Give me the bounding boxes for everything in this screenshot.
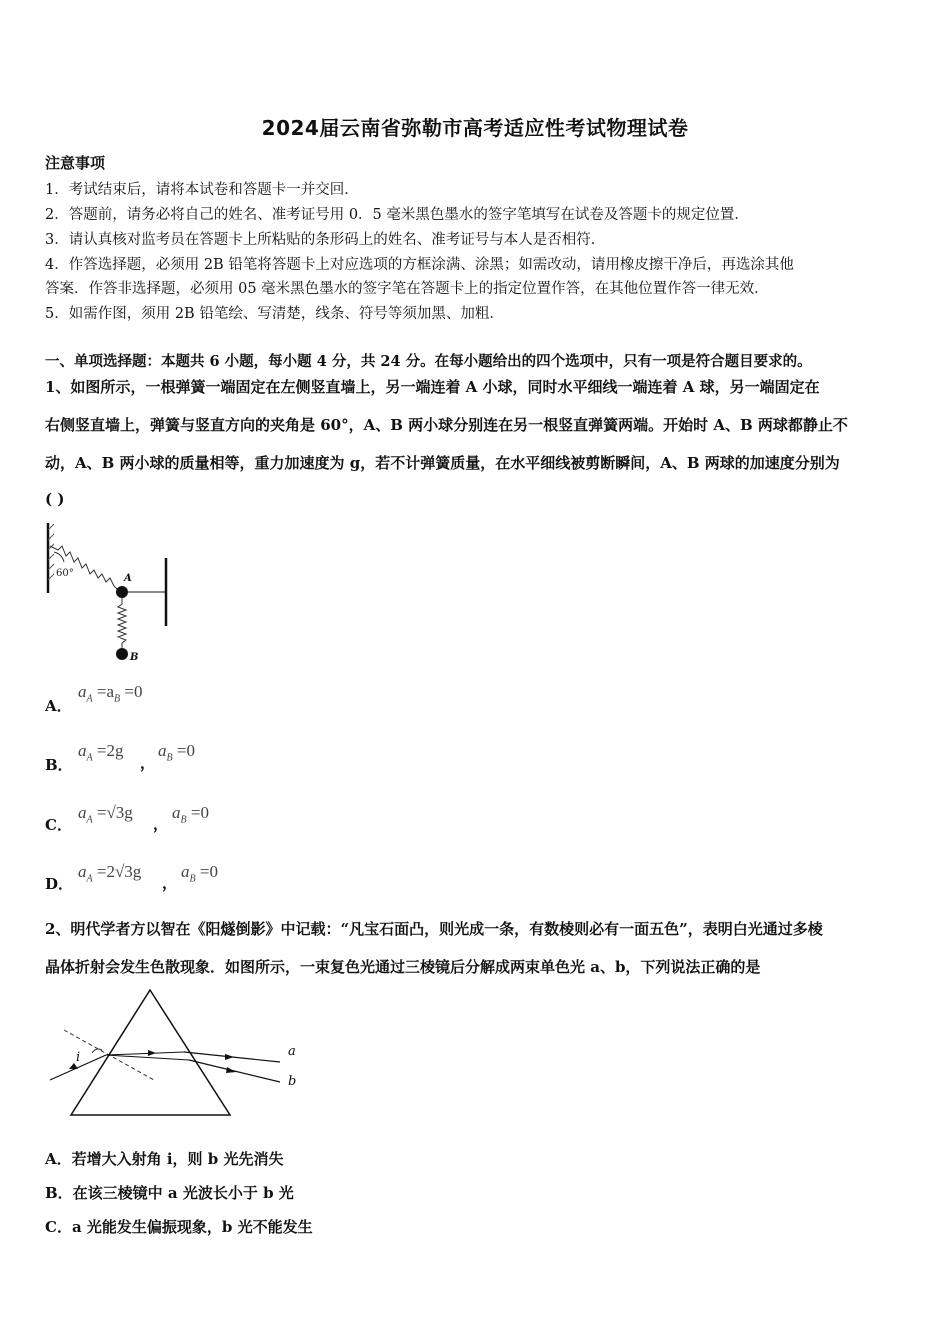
formula-part: =0 — [120, 682, 143, 701]
formula-part: =0 — [190, 803, 209, 822]
formula-part: A — [86, 693, 93, 705]
notice-line: 1．考试结束后，请将本试卷和答题卡一并交回． — [45, 182, 359, 198]
ray-a-arrow — [225, 1054, 234, 1060]
q1-text-line: 1、如图所示，一根弹簧一端固定在左侧竖直墙上，另一端连着 A 小球，同时水平细线一端连着 A 球，另一端固定在 — [45, 378, 820, 396]
q1-text-line: ( ) — [45, 490, 65, 508]
option-d-sep: ， — [162, 874, 178, 892]
section-header: 一、单项选择题：本题共 6 小题，每小题 4 分，共 24 分。在每小题给出的四个选项中，只有一项是符合题目要求的。 — [45, 353, 812, 370]
ball-b-label: B — [130, 652, 139, 663]
option-c-label: C． — [45, 816, 72, 834]
formula-part: =√3g — [96, 803, 133, 822]
option-b-formula-aa: $a_A =2g$ — [78, 741, 124, 764]
ray-b-inside — [106, 1055, 189, 1060]
option-c-formula-aa: $a_A =√3g$ — [78, 803, 133, 826]
q2-text-line: 2、明代学者方以智在《阳燧倒影》中记载：“凡宝石面凸，则光成一条，有数棱则必有一面五色”，表明白光通过多棱 — [45, 920, 823, 938]
option-c-sep: ， — [153, 815, 169, 833]
formula-part: =a — [92, 682, 114, 701]
ray-a-inside — [106, 1052, 184, 1055]
option-b-formula-ab: $a_B =0$ — [158, 741, 195, 764]
ray-b-arrow — [226, 1067, 236, 1073]
formula-part: B — [114, 693, 121, 705]
option-c-formula-ab: $a_B =0$ — [172, 803, 209, 826]
notice-line: 2．答题前，请务必将自己的姓名、准考证号用 0．5 毫米黑色墨水的签字笔填写在试卷及答题卡的规定位置． — [45, 207, 749, 223]
q2-figure — [44, 985, 314, 1120]
notice-heading: 注意事项 — [45, 154, 106, 172]
formula-part: =0 — [176, 741, 195, 760]
q2-option-c: C．a 光能发生偏振现象，b 光不能发生 — [45, 1218, 313, 1236]
vertical-spring — [118, 598, 126, 648]
inside-arrow — [148, 1050, 156, 1056]
q1-text-line: 动，A、B 两小球的质量相等，重力加速度为 g，若不计弹簧质量，在水平细线被剪断瞬间，A、B 两球的加速度分别为 — [45, 454, 840, 472]
ball-a — [116, 586, 128, 598]
option-d-formula-ab: $a_B =0$ — [181, 862, 218, 885]
option-b-label: B． — [45, 756, 73, 774]
notice-line: 答案．作答非选择题，必须用 05 毫米黑色墨水的签字笔在答题卡上的指定位置作答，在其他位置作答一律无效． — [45, 281, 769, 297]
formula-part: =0 — [199, 862, 218, 881]
incidence-angle-arc — [92, 1049, 102, 1053]
angle-arc — [54, 552, 64, 562]
q2-option-b: B．在该三棱镜中 a 光波长小于 b 光 — [45, 1184, 294, 1202]
notice-line: 4．作答选择题，必须用 2B 铅笔将答题卡上对应选项的方框涂满、涂黑；如需改动，请用橡皮擦干净后，再选涂其他 — [45, 257, 794, 273]
notice-line: 5．如需作图，须用 2B 铅笔绘、写清楚，线条、符号等须加黑、加粗． — [45, 306, 504, 322]
ray-b-label: b — [288, 1074, 297, 1089]
ball-b — [116, 648, 128, 660]
option-a-label: A． — [45, 697, 72, 715]
ball-a-label: A — [124, 573, 132, 584]
page-title: 2024届云南省弥勒市高考适应性考试物理试卷 — [261, 116, 689, 140]
formula-part: =2√3g — [96, 862, 142, 881]
q1-text-line: 右侧竖直墙上，弹簧与竖直方向的夹角是 60°，A、B 两小球分别连在另一根竖直弹簧两端。开始时 A、B 两球都静止不 — [45, 416, 848, 434]
formula-part: =2g — [96, 741, 124, 760]
option-b-sep: ， — [140, 754, 156, 772]
angle-label: 60° — [56, 568, 74, 579]
q1-figure — [40, 518, 180, 668]
q2-option-a: A．若增大入射角 i，则 b 光先消失 — [45, 1150, 284, 1168]
notice-line: 3．请认真核对监考员在答题卡上所粘贴的条形码上的姓名、准考证号与本人是否相符． — [45, 232, 606, 248]
option-d-label: D． — [45, 875, 74, 893]
incident-label: i — [76, 1050, 81, 1065]
q2-text-line: 晶体折射会发生色散现象．如图所示，一束复色光通过三棱镜后分解成两束单色光 a、b，下列说法正确的是 — [45, 958, 761, 976]
option-d-formula-aa: $a_A =2√3g$ — [78, 862, 142, 885]
ray-a-label: a — [288, 1044, 296, 1059]
formula-part: a — [78, 682, 87, 701]
option-a-formula — [78, 682, 142, 704]
